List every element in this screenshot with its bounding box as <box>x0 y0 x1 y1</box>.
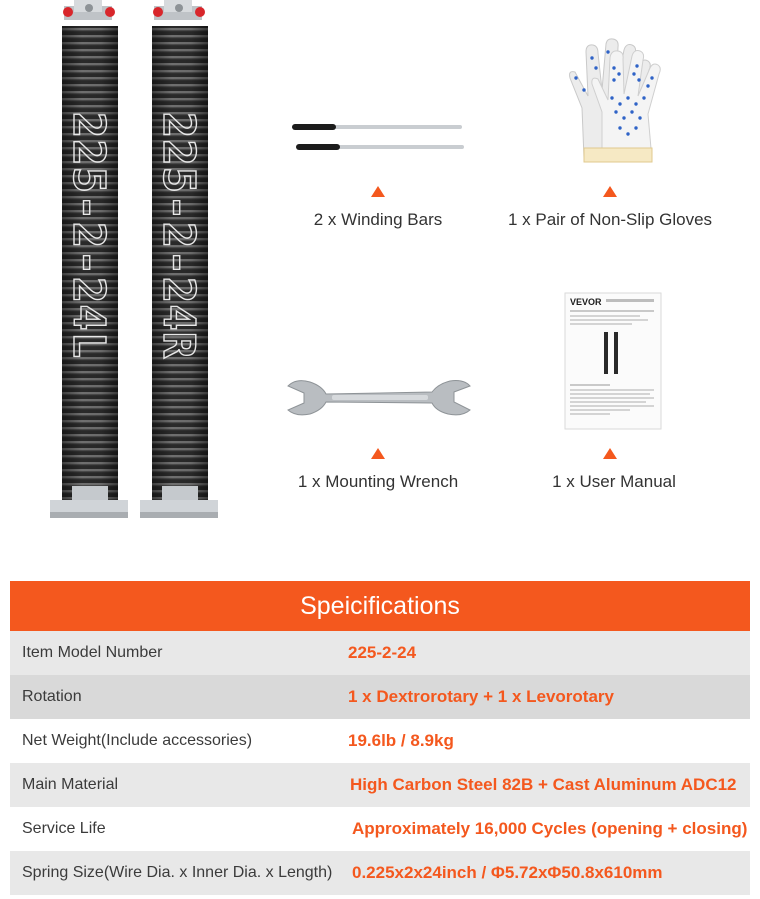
spec-value: 0.225x2x24inch / Φ5.72xΦ50.8x610mm <box>352 863 663 882</box>
spec-label: Main Material <box>22 776 119 793</box>
spec-value: Approximately 16,000 Cycles (opening + closing) <box>352 819 748 838</box>
specifications-title: Speicifications <box>300 591 460 620</box>
wrench-icon <box>286 378 472 418</box>
spec-row-spring-size <box>10 851 750 895</box>
spring-left-graphic <box>50 0 128 525</box>
winding-bars-icon <box>290 118 470 158</box>
torsion-spring-right <box>140 0 218 525</box>
spec-row-model <box>10 631 750 675</box>
user-manual-icon <box>564 292 662 432</box>
spring-right-graphic <box>140 0 218 525</box>
indicator-triangle <box>371 186 385 197</box>
manual-brand-logo: VEVOR <box>570 297 602 307</box>
gloves-image <box>562 38 672 171</box>
spec-row-service-life <box>10 807 750 851</box>
winding-bars-image <box>290 118 470 163</box>
indicator-triangle <box>371 448 385 459</box>
accessory-caption-gloves: 1 x Pair of Non-Slip Gloves <box>507 210 713 229</box>
spec-value: 225-2-24 <box>348 643 417 662</box>
torsion-spring-left <box>50 0 128 525</box>
indicator-triangle <box>603 448 617 459</box>
accessory-caption-manual: 1 x User Manual <box>552 472 676 491</box>
spec-label: Rotation <box>22 688 82 705</box>
spec-label: Net Weight(Include accessories) <box>22 732 253 749</box>
spec-label: Spring Size(Wire Dia. x Inner Dia. x Length) <box>22 864 333 881</box>
specifications-header <box>10 581 750 631</box>
wrench-image <box>286 378 472 423</box>
spec-label: Service Life <box>22 820 106 837</box>
spec-row-weight <box>10 719 750 763</box>
user-manual-image <box>564 292 662 437</box>
spec-value: 1 x Dextrorotary + 1 x Levorotary <box>348 687 614 706</box>
gloves-icon <box>562 38 672 166</box>
accessory-caption-winding-bars: 2 x Winding Bars <box>313 210 443 229</box>
spec-row-material <box>10 763 750 807</box>
spec-value: 19.6lb / 8.9kg <box>348 731 454 750</box>
indicator-triangle <box>603 186 617 197</box>
spec-label: Item Model Number <box>22 644 163 661</box>
accessory-caption-wrench: 1 x Mounting Wrench <box>297 472 459 491</box>
spec-value: High Carbon Steel 82B + Cast Aluminum ADC12 <box>350 775 737 794</box>
spec-row-rotation <box>10 675 750 719</box>
specifications-table <box>10 631 750 895</box>
